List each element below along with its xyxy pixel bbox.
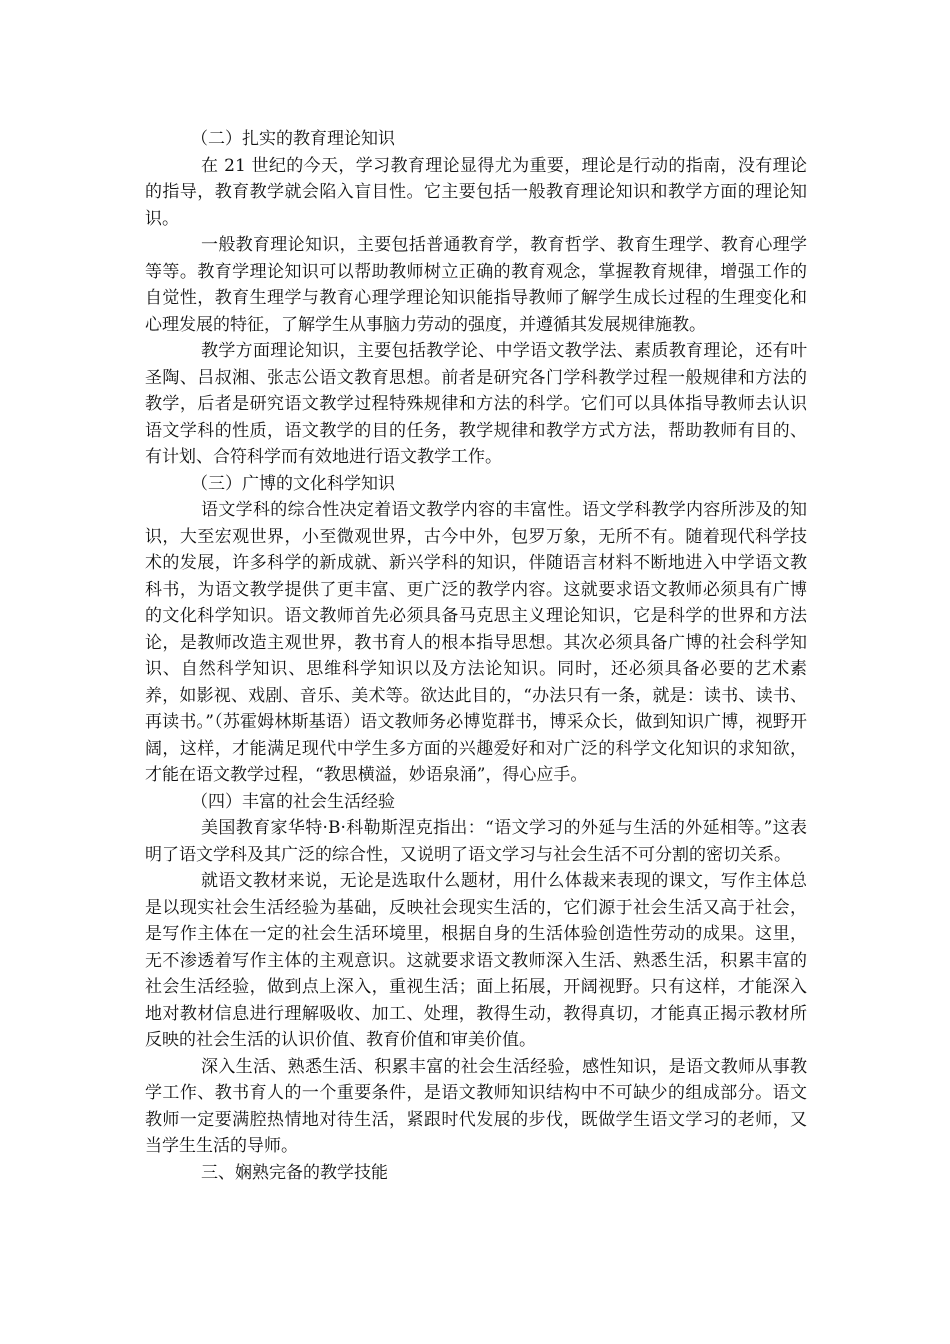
paragraph: 在 21 世纪的今天，学习教育理论显得尤为重要，理论是行动的指南，没有理论的指导，教育教学就会陷入盲目性。它主要包括一般教育理论知识和教学方面的理论知识。 xyxy=(145,155,807,229)
paragraph: 深入生活、熟悉生活、积累丰富的社会生活经验，感性知识，是语文教师从事教学工作、教书育人的一个重要条件，是语文教师知识结构中不可缺少的组成部分。语文教师一定要满腔热情地对待生活，紧跟时代发展的步伐，既做学生语文学习的老师，又当学生生活的导师。 xyxy=(145,1056,807,1156)
section-heading-3: （三）广博的文化科学知识 xyxy=(191,473,395,494)
section-heading-2: （二）扎实的教育理论知识 xyxy=(191,129,395,149)
paragraph: 美国教育家华特·B·科勒斯涅克指出：“语文学习的外延与生活的外延相等。”这表明了语文学科及其广泛的综合性，又说明了语文学习与社会生活不可分割的密切关系。 xyxy=(145,818,807,865)
chapter-heading: 三、娴熟完备的教学技能 xyxy=(201,1162,388,1183)
section-heading-4: （四）丰富的社会生活经验 xyxy=(191,791,395,812)
paragraph: 教学方面理论知识，主要包括教学论、中学语文教学法、素质教育理论，还有叶圣陶、吕叔湘、张志公语文教育思想。前者是研究各门学科教学过程一般规律和方法的教学，后者是研究语文教学过程特殊规律和方法的科学。它们可以具体指导教师去认识语文学科的性质，语文教学的目的任务，教学规律和教学方式方法，帮助教师有目的、有计划、合符科学而有效地进行语文教学工作。 xyxy=(145,341,807,467)
paragraph: 就语文教材来说，无论是选取什么题材，用什么体裁来表现的课文，写作主体总是以现实社会生活经验为基础，反映社会现实生活的，它们源于社会生活又高于社会，是写作主体在一定的社会生活环境里，根据自身的生活体验创造性劳动的成果。这里，无不渗透着写作主体的主观意识。这就要求语文教师深入生活、熟悉生活，积累丰富的社会生活经验，做到点上深入，重视生活；面上拓展，开阔视野。只有这样，才能深入地对教材信息进行理解吸收、加工、处理，教得生动，教得真切，才能真正揭示教材所反映的社会生活的认识价值、教育价值和审美价值。 xyxy=(145,871,807,1050)
paragraph: 一般教育理论知识，主要包括普通教育学，教育哲学、教育生理学、教育心理学等等。教育学理论知识可以帮助教师树立正确的教育观念，掌握教育规律，增强工作的自觉性，教育生理学与教育心理学理论知识能指导教师了解学生成长过程的生理变化和心理发展的特征，了解学生从事脑力劳动的强度，并遵循其发展规律施教。 xyxy=(145,235,807,335)
document-body xyxy=(145,126,807,1186)
paragraph: 语文学科的综合性决定着语文教学内容的丰富性。语文学科教学内容所涉及的知识，大至宏观世界，小至微观世界，古今中外，包罗万象，无所不有。随着现代科学技术的发展，许多科学的新成就、新兴学科的知识，伴随语言材料不断地进入中学语文教科书，为语文教学提供了更丰富、更广泛的教学内容。这就要求语文教师必须具有广博的文化科学知识。语文教师首先必须具备马克思主义理论知识，它是科学的世界和方法论，是教师改造主观世界，教书育人的根本指导思想。其次必须具备广博的社会科学知识、自然科学知识、思维科学知识以及方法论知识。同时，还必须具备必要的艺术素养，如影视、戏剧、音乐、美术等。欲达此目的，“办法只有一条，就是：读书、读书、再读书。”（苏霍姆林斯基语）语文教师务必博览群书，博采众长，做到知识广博，视野开阔，这样，才能满足现代中学生多方面的兴趣爱好和对广泛的科学文化知识的求知欲，才能在语文教学过程，“教思横溢，妙语泉涌”，得心应手。 xyxy=(145,500,807,785)
